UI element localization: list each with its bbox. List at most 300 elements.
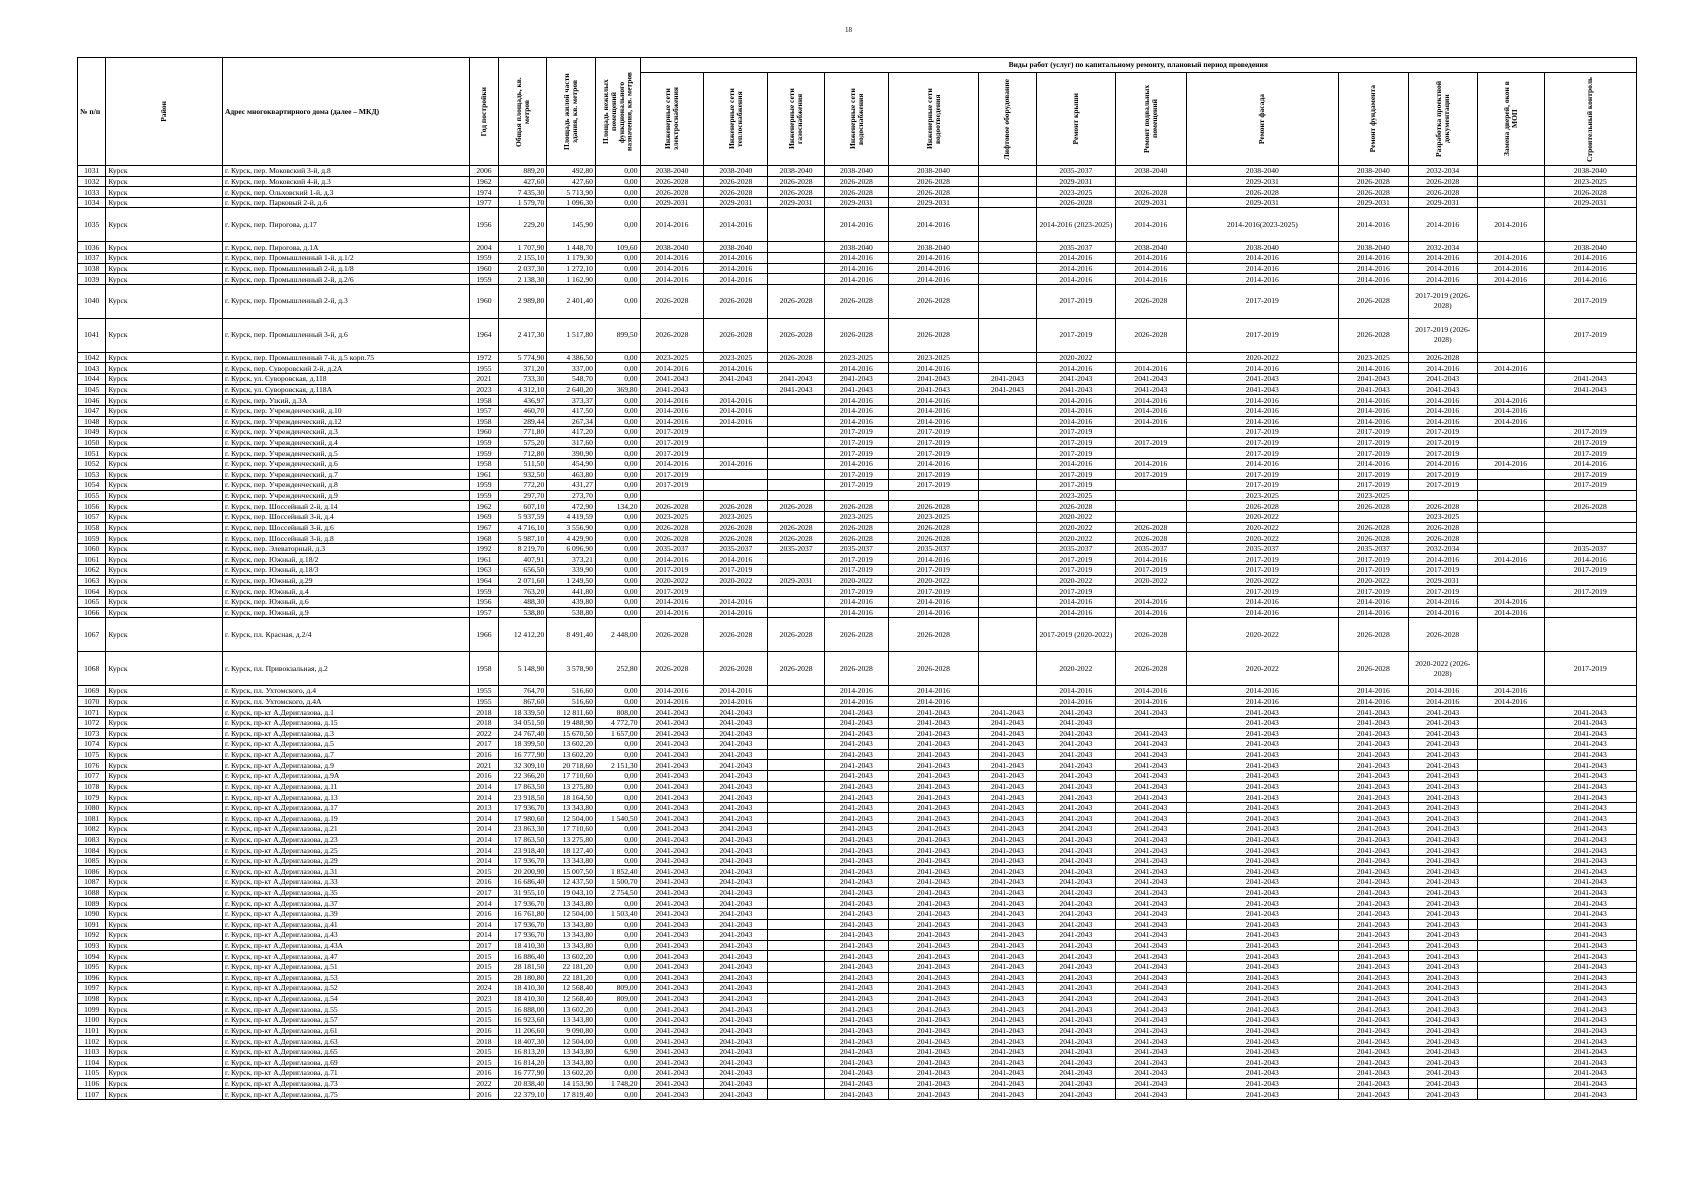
cell-living-area: 339,90	[547, 565, 596, 576]
cell-work-water: 2026-2028	[824, 618, 888, 652]
cell-living-area: 516,60	[547, 696, 596, 707]
cell-num: 1079	[78, 792, 106, 803]
cell-nonliving-area: 0,00	[595, 1036, 640, 1047]
cell-work-roof: 2014-2016	[1036, 686, 1115, 697]
cell-living-area: 390,90	[547, 448, 596, 459]
cell-work-foundation: 2041-2043	[1338, 940, 1408, 951]
cell-work-facade: 2041-2043	[1186, 919, 1338, 930]
cell-work-facade: 2014-2016	[1186, 607, 1338, 618]
cell-work-electric: 2041-2043	[640, 760, 704, 771]
cell-work-design: 2041-2043	[1408, 845, 1477, 856]
cell-address: г. Курск, пер. Учрежденческий, д.6	[222, 458, 469, 469]
cell-work-control: 2017-2019	[1544, 586, 1636, 597]
cell-work-doors: 2014-2016	[1477, 416, 1544, 427]
table-row	[78, 469, 1637, 480]
cell-nonliving-area: 0,00	[595, 197, 640, 208]
table-row	[78, 696, 1637, 707]
cell-total-area: 17 863,50	[498, 834, 547, 845]
cell-living-area: 13 602,20	[547, 1068, 596, 1079]
cell-total-area: 289,44	[498, 416, 547, 427]
table-row	[78, 166, 1637, 177]
cell-work-doors	[1477, 1046, 1544, 1057]
cell-work-water: 2014-2016	[824, 416, 888, 427]
cell-work-water: 2014-2016	[824, 596, 888, 607]
cell-work-basement: 2029-2031	[1115, 197, 1186, 208]
cell-work-basement	[1115, 480, 1186, 491]
cell-address: г. Курск, пер. Парковый 2-й, д.6	[222, 197, 469, 208]
cell-address: г. Курск, пр-кт А.Дериглазова, д.47	[222, 951, 469, 962]
cell-work-foundation: 2041-2043	[1338, 983, 1408, 994]
cell-total-area: 2 989,80	[498, 284, 547, 318]
cell-work-doors	[1477, 166, 1544, 177]
cell-work-basement: 2041-2043	[1115, 834, 1186, 845]
table-row	[78, 792, 1637, 803]
cell-work-basement: 2014-2016	[1115, 253, 1186, 264]
cell-living-area: 3 556,90	[547, 522, 596, 533]
table-row	[78, 187, 1637, 198]
cell-work-roof: 2017-2019	[1036, 554, 1115, 565]
cell-nonliving-area: 0,00	[595, 845, 640, 856]
cell-year: 2015	[470, 1046, 498, 1057]
table-row	[78, 352, 1637, 363]
cell-work-water: 2041-2043	[824, 1025, 888, 1036]
cell-num: 1087	[78, 877, 106, 888]
cell-work-heating: 2017-2019	[704, 565, 768, 576]
cell-work-design: 2041-2043	[1408, 749, 1477, 760]
cell-living-area: 13 343,80	[547, 1015, 596, 1026]
cell-work-lift: 2041-2043	[979, 1078, 1037, 1089]
cell-work-roof: 2041-2043	[1036, 993, 1115, 1004]
cell-nonliving-area: 0,00	[595, 919, 640, 930]
cell-total-area: 407,91	[498, 554, 547, 565]
table-row	[78, 448, 1637, 459]
cell-work-design: 2041-2043	[1408, 930, 1477, 941]
cell-work-design: 2041-2043	[1408, 1089, 1477, 1100]
cell-work-basement: 2041-2043	[1115, 749, 1186, 760]
cell-work-doors	[1477, 522, 1544, 533]
cell-work-design: 2041-2043	[1408, 707, 1477, 718]
cell-work-design: 2014-2016	[1408, 208, 1477, 242]
cell-work-heating: 2041-2043	[704, 834, 768, 845]
cell-nonliving-area: 0,00	[595, 940, 640, 951]
cell-work-basement: 2026-2028	[1115, 522, 1186, 533]
cell-work-sewer: 2026-2028	[888, 318, 978, 352]
cell-work-facade: 2041-2043	[1186, 993, 1338, 1004]
cell-living-area: 4 429,90	[547, 533, 596, 544]
table-row	[78, 533, 1637, 544]
cell-work-sewer: 2023-2025	[888, 352, 978, 363]
cell-work-sewer: 2014-2016	[888, 596, 978, 607]
cell-living-area: 13 275,80	[547, 781, 596, 792]
cell-work-basement: 2041-2043	[1115, 898, 1186, 909]
cell-work-roof: 2017-2019	[1036, 318, 1115, 352]
cell-work-water: 2014-2016	[824, 458, 888, 469]
cell-work-control: 2041-2043	[1544, 940, 1636, 951]
cell-living-area: 13 602,20	[547, 739, 596, 750]
cell-work-lift: 2041-2043	[979, 813, 1037, 824]
cell-nonliving-area: 0,00	[595, 802, 640, 813]
cell-work-doors	[1477, 855, 1544, 866]
cell-work-water: 2038-2040	[824, 166, 888, 177]
cell-total-area: 932,50	[498, 469, 547, 480]
cell-work-control: 2041-2043	[1544, 993, 1636, 1004]
cell-num: 1045	[78, 384, 106, 395]
table-row	[78, 728, 1637, 739]
cell-district: Курск	[106, 586, 223, 597]
cell-work-facade: 2041-2043	[1186, 707, 1338, 718]
table-row	[78, 176, 1637, 187]
cell-work-facade: 2017-2019	[1186, 318, 1338, 352]
capital-repair-table	[77, 57, 1637, 1100]
cell-year: 1961	[470, 554, 498, 565]
cell-year: 2014	[470, 834, 498, 845]
cell-work-design: 2014-2016	[1408, 274, 1477, 285]
cell-living-area: 13 343,80	[547, 855, 596, 866]
cell-work-foundation	[1338, 512, 1408, 523]
cell-work-doors	[1477, 652, 1544, 686]
cell-work-sewer: 2017-2019	[888, 448, 978, 459]
cell-work-facade: 2041-2043	[1186, 834, 1338, 845]
cell-year: 2016	[470, 770, 498, 781]
cell-work-gas: 2026-2028	[768, 618, 825, 652]
cell-work-basement: 2020-2022	[1115, 575, 1186, 586]
cell-work-design: 2017-2019	[1408, 469, 1477, 480]
cell-district: Курск	[106, 824, 223, 835]
cell-work-gas	[768, 416, 825, 427]
cell-year: 2016	[470, 749, 498, 760]
cell-nonliving-area: 2 754,50	[595, 887, 640, 898]
cell-work-control: 2038-2040	[1544, 166, 1636, 177]
cell-work-facade: 2041-2043	[1186, 739, 1338, 750]
cell-work-basement	[1115, 427, 1186, 438]
cell-work-foundation: 2026-2028	[1338, 522, 1408, 533]
cell-work-water: 2014-2016	[824, 686, 888, 697]
cell-work-foundation: 2041-2043	[1338, 749, 1408, 760]
cell-work-design: 2041-2043	[1408, 802, 1477, 813]
cell-work-heating: 2026-2028	[704, 284, 768, 318]
cell-nonliving-area: 0,00	[595, 739, 640, 750]
cell-total-area: 5 774,90	[498, 352, 547, 363]
cell-work-water: 2014-2016	[824, 263, 888, 274]
cell-living-area: 441,80	[547, 586, 596, 597]
cell-district: Курск	[106, 983, 223, 994]
cell-nonliving-area: 4 772,70	[595, 717, 640, 728]
cell-num: 1098	[78, 993, 106, 1004]
cell-work-lift: 2041-2043	[979, 898, 1037, 909]
cell-work-foundation: 2026-2028	[1338, 176, 1408, 187]
cell-work-lift: 2041-2043	[979, 1068, 1037, 1079]
cell-work-facade: 2041-2043	[1186, 760, 1338, 771]
cell-work-doors	[1477, 972, 1544, 983]
cell-num: 1086	[78, 866, 106, 877]
cell-work-water: 2041-2043	[824, 739, 888, 750]
cell-work-facade: 2041-2043	[1186, 792, 1338, 803]
cell-address: г. Курск, пр-кт А.Дериглазова, д.61	[222, 1025, 469, 1036]
cell-address: г. Курск, ул. Суворовская, д.118	[222, 374, 469, 385]
cell-work-water: 2014-2016	[824, 395, 888, 406]
cell-work-water: 2017-2019	[824, 586, 888, 597]
cell-work-gas	[768, 739, 825, 750]
cell-work-doors: 2014-2016	[1477, 607, 1544, 618]
cell-district: Курск	[106, 993, 223, 1004]
cell-year: 2014	[470, 855, 498, 866]
cell-num: 1082	[78, 824, 106, 835]
cell-work-facade: 2020-2022	[1186, 652, 1338, 686]
cell-district: Курск	[106, 1068, 223, 1079]
cell-work-water: 2020-2022	[824, 575, 888, 586]
cell-work-design: 2017-2019	[1408, 427, 1477, 438]
cell-work-roof: 2026-2028	[1036, 501, 1115, 512]
cell-work-gas	[768, 696, 825, 707]
cell-work-foundation: 2014-2016	[1338, 253, 1408, 264]
cell-total-area: 11 206,60	[498, 1025, 547, 1036]
cell-work-electric: 2014-2016	[640, 554, 704, 565]
cell-work-facade: 2014-2016	[1186, 696, 1338, 707]
cell-work-foundation: 2014-2016	[1338, 686, 1408, 697]
cell-work-sewer: 2041-2043	[888, 1036, 978, 1047]
cell-work-doors	[1477, 728, 1544, 739]
cell-num: 1054	[78, 480, 106, 491]
cell-work-heating: 2014-2016	[704, 554, 768, 565]
cell-living-area: 472,90	[547, 501, 596, 512]
cell-district: Курск	[106, 1089, 223, 1100]
cell-num: 1038	[78, 263, 106, 274]
cell-num: 1035	[78, 208, 106, 242]
cell-work-roof: 2041-2043	[1036, 824, 1115, 835]
cell-work-electric: 2041-2043	[640, 855, 704, 866]
cell-work-roof: 2014-2016	[1036, 274, 1115, 285]
cell-work-roof: 2041-2043	[1036, 792, 1115, 803]
cell-address: г. Курск, пер. Промышленный 2-й, д.2/6	[222, 274, 469, 285]
cell-nonliving-area: 0,00	[595, 554, 640, 565]
cell-work-design: 2041-2043	[1408, 739, 1477, 750]
cell-work-facade: 2014-2016	[1186, 253, 1338, 264]
cell-work-electric: 2041-2043	[640, 983, 704, 994]
cell-work-basement: 2041-2043	[1115, 961, 1186, 972]
table-row	[78, 845, 1637, 856]
cell-work-roof: 2041-2043	[1036, 930, 1115, 941]
cell-district: Курск	[106, 1004, 223, 1015]
cell-district: Курск	[106, 458, 223, 469]
cell-work-control	[1544, 686, 1636, 697]
cell-work-sewer: 2014-2016	[888, 208, 978, 242]
cell-work-water: 2017-2019	[824, 469, 888, 480]
cell-work-gas	[768, 802, 825, 813]
cell-work-heating: 2041-2043	[704, 951, 768, 962]
cell-work-water: 2041-2043	[824, 707, 888, 718]
header-work-facade: Ремонт фасада	[1186, 73, 1338, 166]
cell-year: 2015	[470, 1057, 498, 1068]
cell-year: 2017	[470, 940, 498, 951]
cell-work-sewer: 2041-2043	[888, 993, 978, 1004]
cell-work-basement: 2041-2043	[1115, 792, 1186, 803]
cell-address: г. Курск, пр-кт А.Дериглазова, д.53	[222, 972, 469, 983]
cell-work-design: 2041-2043	[1408, 781, 1477, 792]
cell-year: 2014	[470, 792, 498, 803]
cell-work-roof: 2041-2043	[1036, 961, 1115, 972]
cell-work-facade: 2041-2043	[1186, 898, 1338, 909]
cell-work-basement: 2014-2016	[1115, 554, 1186, 565]
cell-work-roof: 2014-2016	[1036, 607, 1115, 618]
cell-num: 1049	[78, 427, 106, 438]
cell-work-lift: 2041-2043	[979, 1025, 1037, 1036]
cell-work-heating: 2041-2043	[704, 1036, 768, 1047]
cell-work-control: 2041-2043	[1544, 1078, 1636, 1089]
cell-work-lift: 2041-2043	[979, 908, 1037, 919]
cell-work-foundation: 2041-2043	[1338, 813, 1408, 824]
cell-living-area: 19 488,90	[547, 717, 596, 728]
cell-total-area: 2 417,30	[498, 318, 547, 352]
cell-work-electric: 2041-2043	[640, 898, 704, 909]
cell-district: Курск	[106, 176, 223, 187]
cell-address: г. Курск, пр-кт А.Дериглазова, д.35	[222, 887, 469, 898]
cell-work-sewer: 2041-2043	[888, 770, 978, 781]
cell-address: г. Курск, пр-кт А.Дериглазова, д.25	[222, 845, 469, 856]
cell-work-foundation: 2041-2043	[1338, 1089, 1408, 1100]
cell-living-area: 427,60	[547, 176, 596, 187]
cell-work-foundation: 2041-2043	[1338, 707, 1408, 718]
cell-work-basement: 2026-2028	[1115, 652, 1186, 686]
cell-work-lift: 2041-2043	[979, 792, 1037, 803]
cell-work-electric: 2026-2028	[640, 522, 704, 533]
cell-total-area: 763,20	[498, 586, 547, 597]
cell-address: г. Курск, пл. Привокзальная, д.2	[222, 652, 469, 686]
cell-work-sewer: 2035-2037	[888, 543, 978, 554]
cell-work-control: 2041-2043	[1544, 919, 1636, 930]
cell-living-area: 516,60	[547, 686, 596, 697]
cell-work-gas	[768, 607, 825, 618]
cell-year: 2024	[470, 983, 498, 994]
cell-work-electric: 2014-2016	[640, 596, 704, 607]
cell-work-control	[1544, 533, 1636, 544]
cell-nonliving-area: 0,00	[595, 253, 640, 264]
cell-work-control: 2041-2043	[1544, 760, 1636, 771]
cell-work-water: 2041-2043	[824, 908, 888, 919]
cell-work-sewer: 2041-2043	[888, 707, 978, 718]
cell-work-design: 2017-2019 (2026-2028)	[1408, 318, 1477, 352]
cell-work-facade: 2017-2019	[1186, 554, 1338, 565]
cell-total-area: 460,70	[498, 405, 547, 416]
cell-work-lift	[979, 565, 1037, 576]
cell-num: 1090	[78, 908, 106, 919]
cell-work-water: 2041-2043	[824, 781, 888, 792]
cell-district: Курск	[106, 554, 223, 565]
cell-work-control: 2017-2019	[1544, 469, 1636, 480]
cell-work-heating	[704, 586, 768, 597]
cell-work-lift	[979, 197, 1037, 208]
cell-address: г. Курск, пр-кт А.Дериглазова, д.15	[222, 717, 469, 728]
cell-work-lift: 2041-2043	[979, 728, 1037, 739]
cell-work-sewer: 2038-2040	[888, 166, 978, 177]
cell-address: г. Курск, пер. Южный, д.4	[222, 586, 469, 597]
cell-num: 1064	[78, 586, 106, 597]
cell-year: 1960	[470, 427, 498, 438]
table-row	[78, 427, 1637, 438]
cell-living-area: 439,80	[547, 596, 596, 607]
cell-work-doors	[1477, 1057, 1544, 1068]
cell-work-doors	[1477, 877, 1544, 888]
cell-work-roof: 2041-2043	[1036, 1015, 1115, 1026]
cell-work-doors	[1477, 374, 1544, 385]
cell-work-control: 2017-2019	[1544, 565, 1636, 576]
cell-work-electric: 2014-2016	[640, 405, 704, 416]
cell-address: г. Курск, пер. Шоссейный 2-й, д.14	[222, 501, 469, 512]
cell-work-heating: 2014-2016	[704, 395, 768, 406]
cell-work-lift	[979, 618, 1037, 652]
cell-work-heating: 2041-2043	[704, 802, 768, 813]
cell-address: г. Курск, пер. Учрежденческий, д.7	[222, 469, 469, 480]
cell-work-design: 2026-2028	[1408, 522, 1477, 533]
cell-work-facade: 2041-2043	[1186, 781, 1338, 792]
cell-work-gas	[768, 813, 825, 824]
cell-num: 1057	[78, 512, 106, 523]
table-row	[78, 1068, 1637, 1079]
cell-work-lift	[979, 166, 1037, 177]
cell-num: 1102	[78, 1036, 106, 1047]
cell-work-heating: 2014-2016	[704, 596, 768, 607]
cell-work-lift	[979, 318, 1037, 352]
cell-work-foundation: 2041-2043	[1338, 1004, 1408, 1015]
cell-work-basement: 2041-2043	[1115, 983, 1186, 994]
cell-work-basement: 2014-2016	[1115, 395, 1186, 406]
cell-work-lift	[979, 395, 1037, 406]
cell-work-water: 2041-2043	[824, 717, 888, 728]
cell-work-lift	[979, 187, 1037, 198]
cell-district: Курск	[106, 908, 223, 919]
cell-work-control: 2041-2043	[1544, 866, 1636, 877]
cell-work-control: 2029-2031	[1544, 197, 1636, 208]
cell-work-control: 2017-2019	[1544, 427, 1636, 438]
cell-year: 1969	[470, 512, 498, 523]
cell-work-design: 2041-2043	[1408, 813, 1477, 824]
cell-work-sewer: 2041-2043	[888, 1068, 978, 1079]
cell-total-area: 764,70	[498, 686, 547, 697]
table-row	[78, 919, 1637, 930]
cell-work-roof: 2020-2022	[1036, 512, 1115, 523]
cell-nonliving-area: 0,00	[595, 352, 640, 363]
cell-work-gas: 2026-2028	[768, 352, 825, 363]
cell-work-facade: 2017-2019	[1186, 427, 1338, 438]
cell-work-sewer: 2041-2043	[888, 802, 978, 813]
cell-work-facade: 2014-2016	[1186, 686, 1338, 697]
cell-living-area: 14 153,90	[547, 1078, 596, 1089]
cell-num: 1107	[78, 1089, 106, 1100]
cell-address: г. Курск, пер. Шоссейный 3-й, д.4	[222, 512, 469, 523]
cell-work-electric: 2041-2043	[640, 919, 704, 930]
cell-work-gas	[768, 770, 825, 781]
cell-work-roof: 2014-2016	[1036, 405, 1115, 416]
cell-num: 1033	[78, 187, 106, 198]
cell-work-gas	[768, 395, 825, 406]
cell-work-sewer: 2041-2043	[888, 1078, 978, 1089]
cell-work-design: 2041-2043	[1408, 919, 1477, 930]
cell-work-facade: 2014-2016	[1186, 416, 1338, 427]
cell-district: Курск	[106, 1078, 223, 1089]
table-row	[78, 437, 1637, 448]
table-row	[78, 374, 1637, 385]
cell-nonliving-area: 369,80	[595, 384, 640, 395]
table-row	[78, 458, 1637, 469]
cell-work-lift	[979, 416, 1037, 427]
cell-address: г. Курск, пр-кт А.Дериглазова, д.39	[222, 908, 469, 919]
cell-district: Курск	[106, 919, 223, 930]
cell-year: 1958	[470, 458, 498, 469]
cell-work-basement: 2041-2043	[1115, 374, 1186, 385]
cell-year: 2014	[470, 813, 498, 824]
cell-work-electric: 2041-2043	[640, 845, 704, 856]
cell-num: 1051	[78, 448, 106, 459]
cell-nonliving-area: 0,00	[595, 607, 640, 618]
